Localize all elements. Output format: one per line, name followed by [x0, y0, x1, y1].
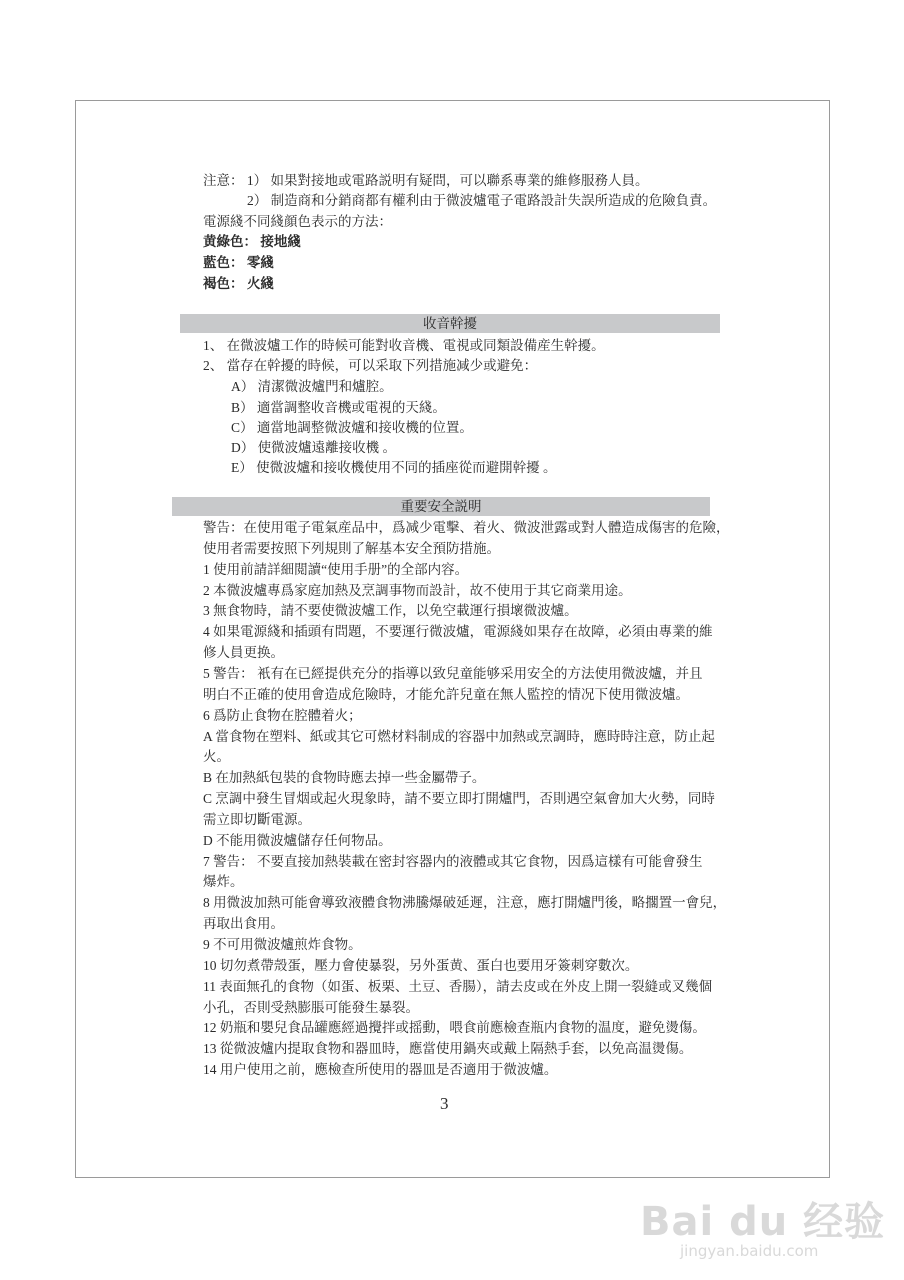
safety-line: 需立即切斷電源。 [203, 811, 311, 827]
safety-line: 14 用户使用之前，應檢查所使用的器皿是否適用于微波爐。 [203, 1062, 558, 1078]
wire-color-live: 褐色： 火綫 [203, 276, 274, 291]
baidu-logo: Bai du 经验 [640, 1199, 886, 1245]
safety-line: 火。 [203, 749, 230, 765]
interference-item: 1、 在微波爐工作的時候可能對收音機、電視或同類設備産生幹擾。 [203, 338, 605, 353]
safety-line: 12 奶瓶和嬰兒食品罐應經過攪拌或摇動，喂食前應檢查瓶内食物的温度，避免燙傷。 [203, 1020, 706, 1036]
section-header-safety: 重要安全説明 [172, 497, 710, 516]
safety-line: 3 無食物時，請不要使微波爐工作，以免空載運行損壞微波爐。 [203, 603, 578, 619]
safety-line: 9 不可用微波爐煎炸食物。 [203, 937, 362, 952]
measure-item: D） 使微波爐遠離接收機 。 [231, 440, 396, 455]
section-header-interference: 收音幹擾 [180, 314, 720, 333]
safety-line: 修人員更换。 [203, 645, 284, 661]
safety-line: 小孔，否則受熱膨脹可能發生暴裂。 [203, 999, 419, 1015]
safety-line: 4 如果電源綫和插頭有問題，不要運行微波爐，電源綫如果存在故障，必須由專業的維 [203, 624, 713, 640]
safety-line: 5 警告： 衹有在已經提供充分的指導以致兒童能够采用安全的方法使用微波爐，并且 [203, 665, 703, 681]
wire-color-earth: 黄綠色： 接地綫 [203, 234, 301, 249]
measure-item: B） 適當調整收音機或電視的天綫。 [231, 400, 446, 415]
watermark-url: jingyan.baidu.com [680, 1242, 819, 1260]
safety-line: 使用者需要按照下列規則了解基本安全預防措施。 [203, 540, 500, 556]
safety-line: C 烹調中發生冒烟或起火現象時，請不要立即打開爐門，否則遇空氣會加大火勢，同時 [203, 791, 715, 807]
wire-color-heading: 電源綫不同綫顔色表示的方法： [203, 214, 392, 229]
wire-color-neutral: 藍色： 零綫 [203, 255, 274, 270]
safety-line: 7 警告： 不要直接加熱裝載在密封容器内的液體或其它食物，因爲這樣有可能會發生 [203, 853, 703, 869]
safety-line: 爆炸。 [203, 874, 244, 890]
baidu-watermark [640, 1190, 886, 1260]
notice-line-2: 2） 制造商和分銷商都有權利由于微波爐電子電路設計失誤所造成的危險負責。 [247, 193, 717, 208]
safety-line: 再取出食用。 [203, 916, 284, 932]
safety-line: D 不能用微波爐儲存任何物品。 [203, 832, 392, 848]
safety-line: 1 使用前請詳細閲讀“使用手册”的全部内容。 [203, 561, 469, 577]
safety-line: A 當食物在塑料、紙或其它可燃材料制成的容器中加熱或烹調時，應時時注意，防止起 [203, 728, 715, 744]
safety-line: 警告：在使用電子電氣産品中，爲减少電擊、着火、微波泄露或對人體造成傷害的危險， [203, 520, 730, 535]
measure-item: C） 適當地調整微波爐和接收機的位置。 [231, 420, 473, 435]
measure-item: E） 使微波爐和接收機使用不同的插座從而避開幹擾 。 [231, 460, 557, 475]
safety-line: 8 用微波加熱可能會導致液體食物沸騰爆破延遲，注意，應打開爐門後，略擱置一會兒， [203, 895, 727, 911]
safety-line: 6 爲防止食物在腔體着火； [203, 707, 362, 723]
page-number: 3 [440, 1094, 449, 1113]
measure-item: A） 清潔微波爐門和爐腔。 [231, 379, 393, 394]
safety-line: B 在加熱紙包裝的食物時應去掉一些金屬帶子。 [203, 770, 486, 786]
interference-item: 2、 當存在幹擾的時候，可以采取下列措施减少或避免： [203, 358, 538, 373]
safety-line: 2 本微波爐專爲家庭加熱及烹調事物而設計，故不使用于其它商業用途。 [203, 582, 632, 598]
safety-line: 明白不正確的使用會造成危險時，才能允許兒童在無人監控的情况下使用微波爐。 [203, 686, 689, 702]
safety-line: 13 從微波爐内提取食物和器皿時，應當使用鍋夾或戴上隔熱手套，以免高温燙傷。 [203, 1041, 693, 1057]
notice-line-1: 注意： 1） 如果對接地或電路説明有疑問，可以聯系專業的維修服務人員。 [203, 173, 649, 188]
safety-line: 10 切勿煮帶殼蛋，壓力會使暴裂，另外蛋黄、蛋白也要用牙簽刺穿數次。 [203, 957, 639, 973]
safety-line: 11 表面無孔的食物（如蛋、板栗、土豆、香腸），請去皮或在外皮上開一裂縫或叉幾個 [203, 978, 713, 994]
